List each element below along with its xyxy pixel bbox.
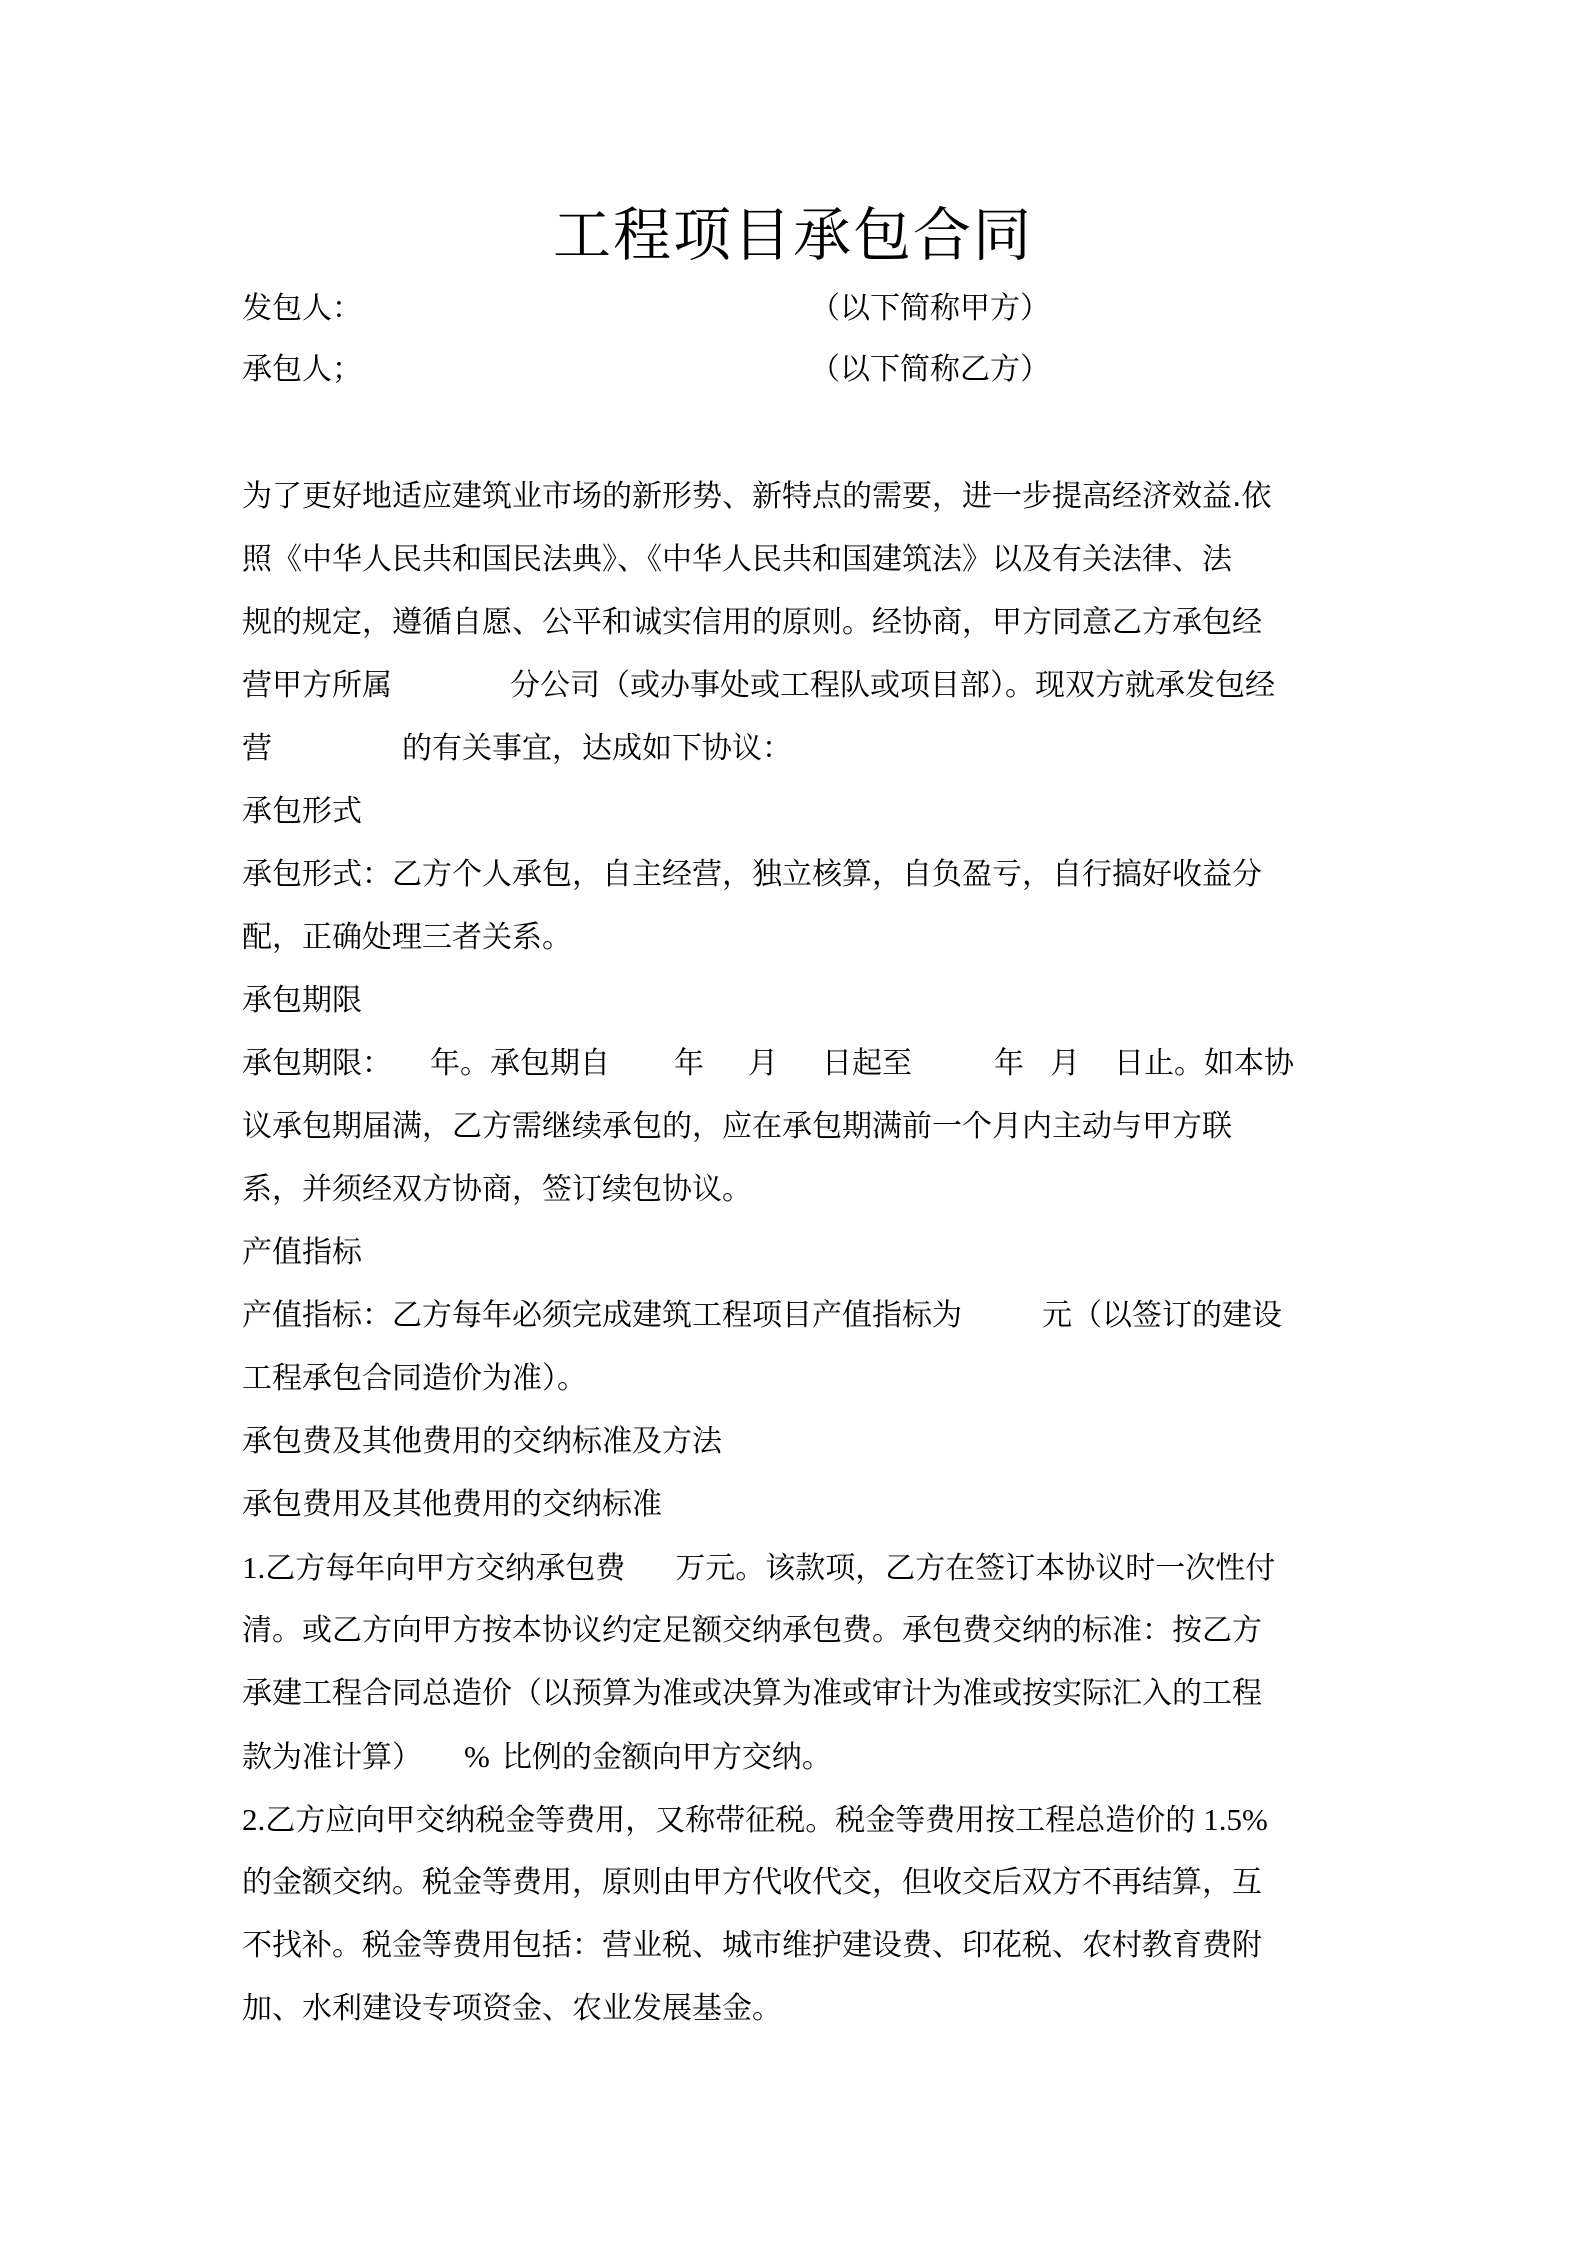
preamble-line-5a: 营 xyxy=(242,731,272,766)
output-line-2: 工程承包合同造价为准）。 xyxy=(242,1361,587,1396)
term-y1: 年 xyxy=(674,1046,704,1081)
fees-heading: 承包费及其他费用的交纳标准及方法 xyxy=(242,1424,722,1459)
term-line-1 xyxy=(242,1042,1294,1086)
fee-item-1-line-2: 清。或乙方向甲方按本协议约定足额交纳承包费。承包费交纳的标准：按乙方 xyxy=(242,1613,1262,1648)
preamble-line-5b: 的有关事宜，达成如下协议： xyxy=(402,731,792,766)
fees-subheading: 承包费用及其他费用的交纳标准 xyxy=(242,1487,662,1522)
fee-item-2-number: 2. xyxy=(242,1802,266,1837)
contractor-note: （以下简称乙方） xyxy=(810,352,1050,387)
preamble-line-3: 规的规定，遵循自愿、公平和诚实信用的原则。经协商，甲方同意乙方承包经 xyxy=(242,605,1262,640)
term-d1: 日起至 xyxy=(822,1046,912,1081)
issuer-label: 发包人： xyxy=(242,291,362,326)
output-heading: 产值指标 xyxy=(242,1235,362,1270)
term-line-3: 系，并须经双方协商，签订续包协议。 xyxy=(242,1172,752,1207)
term-end: 日止。如本协 xyxy=(1114,1046,1294,1081)
fee-item-2-line-3: 不找补。税金等费用包括：营业税、城市维护建设费、印花税、农村教育费附 xyxy=(242,1928,1262,1963)
issuer-note: （以下简称甲方） xyxy=(810,291,1050,326)
preamble-line-4 xyxy=(242,664,1275,708)
term-line-2: 议承包期届满，乙方需继续承包的，应在承包期满前一个月内主动与甲方联 xyxy=(242,1109,1232,1144)
form-heading: 承包形式 xyxy=(242,794,362,829)
preamble-line-4b: 分公司（或办事处或工程队或项目部）。现双方就承发包经 xyxy=(510,668,1275,703)
form-line-1: 承包形式：乙方个人承包，自主经营，独立核算，自负盈亏，自行搞好收益分 xyxy=(242,857,1262,892)
output-line-1b: 元（以签订的建设 xyxy=(1042,1298,1282,1333)
fee-item-1-line-4a: 款为准计算） xyxy=(242,1740,422,1775)
preamble-line-4a: 营甲方所属 xyxy=(242,668,392,703)
term-label: 承包期限： xyxy=(242,1046,392,1081)
fee-item-1-line-1b: 万元。该款项，乙方在签订本协议时一次性付 xyxy=(675,1551,1276,1586)
term-heading: 承包期限 xyxy=(242,983,362,1018)
fee-item-1-line-1a: 乙方每年向甲方交纳承包费 xyxy=(265,1551,626,1586)
fee-item-2-line-4: 加、水利建设专项资金、农业发展基金。 xyxy=(242,1991,782,2026)
fee-item-2-line-2: 的金额交纳。税金等费用，原则由甲方代收代交，但收交后双方不再结算，互 xyxy=(242,1865,1262,1900)
preamble-line-5 xyxy=(242,727,792,771)
fee-item-1-number: 1. xyxy=(242,1550,266,1585)
output-line-1 xyxy=(242,1294,1282,1338)
contract-title: 工程项目承包合同 xyxy=(552,201,1033,269)
fee-item-1-line-4b: 比例的金额向甲方交纳。 xyxy=(501,1740,832,1775)
fee-item-2-line-1 xyxy=(242,1798,1268,1843)
preamble-line-1: 为了更好地适应建筑业市场的新形势、新特点的需要，进一步提高经济效益.依 xyxy=(242,479,1272,514)
output-line-1a: 产值指标：乙方每年必须完成建筑工程项目产值指标为 xyxy=(242,1298,962,1333)
fee-item-1-line-4 xyxy=(242,1735,832,1780)
fee-item-1-line-3: 承建工程合同总造价（以预算为准或决算为准或审计为准或按实际汇入的工程 xyxy=(242,1676,1262,1711)
fee-item-1-line-1 xyxy=(242,1546,1275,1591)
term-y2: 年 xyxy=(994,1046,1024,1081)
term-m2: 月 xyxy=(1050,1046,1080,1081)
form-line-2: 配，正确处理三者关系。 xyxy=(242,920,572,955)
term-year: 年。承包期自 xyxy=(430,1046,610,1081)
fee-item-1-percent: % xyxy=(464,1739,490,1774)
preamble-line-2: 照《中华人民共和国民法典》、《中华人民共和国建筑法》以及有关法律、法 xyxy=(242,542,1232,577)
fee-item-2-rate: 1.5% xyxy=(1203,1802,1268,1837)
fee-item-2-line-1a: 乙方应向甲交纳税金等费用，又称带征税。税金等费用按工程总造价的 xyxy=(265,1803,1196,1838)
term-m1: 月 xyxy=(748,1046,778,1081)
contractor-label: 承包人； xyxy=(242,352,362,387)
